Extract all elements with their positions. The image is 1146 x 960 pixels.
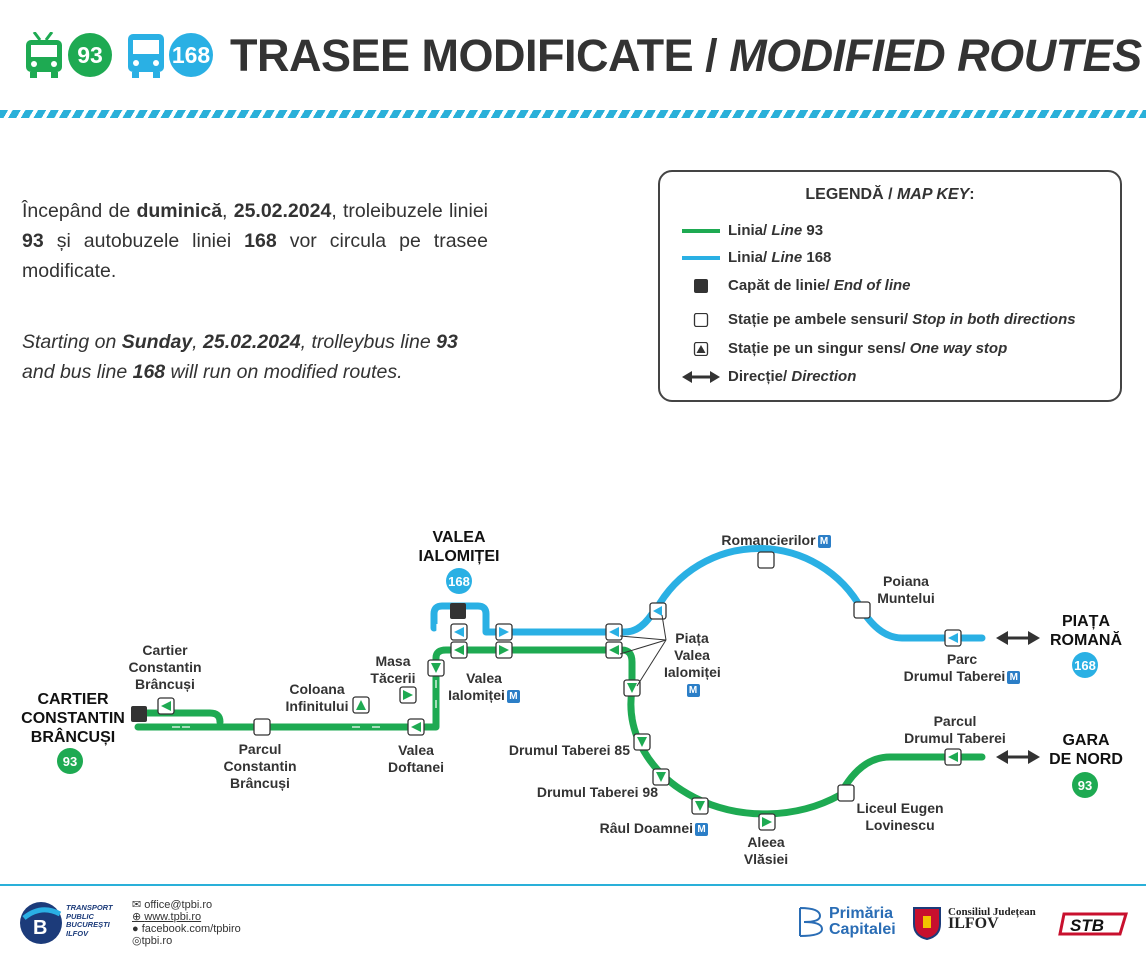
stop-parcul-cb (254, 719, 270, 735)
footer-email[interactable]: ✉ office@tpbi.ro (132, 899, 213, 911)
ilfov-crest-icon (912, 904, 942, 940)
globe-icon: ⊕ (132, 911, 145, 923)
intro-romanian: Începând de duminică, 25.02.2024, troleibuzele liniei 93 și autobuzele liniei 168 vor circula pe trasee modificate. (22, 200, 488, 282)
label-valea-ialomitei: Valea Ialomiței M (436, 670, 532, 704)
stop-pvi-circle (650, 603, 666, 619)
facebook-icon: ● (132, 923, 142, 935)
stop-raul (692, 798, 708, 814)
line-93-badge: 93 (68, 33, 112, 77)
stop-liceul (838, 785, 854, 801)
label-aleea: Aleea Vlăsiei (743, 834, 789, 867)
footer-divider (0, 884, 1146, 886)
terminus-label-gara-de-nord: GARA DE NORD (1049, 732, 1123, 768)
line-168-badge: 168 (169, 33, 213, 77)
stop-parc-dt (945, 630, 961, 646)
mail-icon: ✉ (132, 899, 145, 911)
map-legend: LEGENDĂ / MAP KEY: Linia/ Line 93 Linia/ Line 168 Capăt de linie/ End of line Stație pe ambele sensuri/ Stop in both directions Stație pe un singur sens/ One way stop Direcție/ Direction (658, 170, 1122, 402)
label-dt85: Drumul Taberei 85 (508, 742, 630, 758)
badge-168-right: 168 (1072, 652, 1098, 678)
stop-aleea (759, 814, 775, 830)
tpbi-text: TRANSPORT PUBLIC BUCUREȘTI ILFOV (66, 903, 113, 938)
badge-168-top: 168 (446, 568, 472, 594)
label-raul-doamnei: Râul Doamnei M (582, 820, 708, 837)
terminus-label-piata-romana: PIAȚA ROMANĂ (1050, 613, 1122, 649)
label-valea-doftanei: Valea Doftanei (388, 742, 444, 775)
label-masa: Masa Tăcerii (370, 653, 416, 686)
stop-cartier (158, 698, 174, 714)
stop-vi-a (451, 624, 467, 640)
consiliul-judetean-ilfov-logo: Consiliul Județean ILFOV (948, 906, 1036, 932)
stop-vi-d (496, 642, 512, 658)
stop-romancierilor (758, 552, 774, 568)
primaria-logo-icon (796, 906, 824, 938)
direction-arrow-piata-romana (996, 631, 1040, 645)
stop-pvi-93 (606, 642, 622, 658)
tpbi-logo (18, 900, 64, 946)
stb-logo (1058, 910, 1128, 938)
legend-title: LEGENDĂ / MAP KEY: (805, 186, 975, 203)
label-cartier-cb: Cartier Constantin Brâncuși (128, 642, 202, 692)
label-liceul: Liceul Eugen Lovinescu (856, 800, 944, 833)
terminus-label-cartier: CARTIER CONSTANTIN BRÂNCUȘI (21, 691, 125, 746)
stop-valea-doftanei (408, 719, 424, 735)
stb-text: STB (1070, 916, 1104, 935)
intro-english: Starting on Sunday, 25.02.2024, trolleybus line 93 and bus line 168 will run on modified routes. (22, 331, 458, 383)
primaria-capitalei-logo: Primăria Capitalei (829, 905, 896, 938)
label-parc-dt: Parc Drumul Taberei M (892, 651, 1032, 685)
svg-text:B: B (33, 917, 48, 939)
label-dt98: Drumul Taberei 98 (536, 784, 658, 800)
footer-web[interactable]: ⊕ www.tpbi.ro (132, 911, 202, 923)
label-parcul-cb: Parcul Constantin Brâncuși (223, 741, 297, 791)
label-coloana: Coloana Infinitului (285, 681, 349, 714)
stop-dt85 (634, 734, 650, 750)
stop-masa (400, 687, 416, 703)
terminus-label-valea-ialomitei: VALEA IALOMIȚEI (418, 529, 500, 565)
label-parcul-dt: Parcul Drumul Taberei (904, 713, 1006, 746)
label-poiana: Poiana Muntelui (877, 573, 935, 606)
stop-parcul-dt (945, 749, 961, 765)
stop-pvi-168 (606, 624, 622, 640)
metro-icon: M (818, 535, 831, 548)
footer-facebook[interactable]: ● facebook.com/tpbiro (132, 923, 241, 935)
badge-93-left: 93 (57, 748, 83, 774)
metro-icon: M (695, 823, 708, 836)
label-romancierilor: Romancierilor M (706, 532, 846, 549)
metro-icon: M (687, 684, 700, 697)
stop-pvi-down (624, 680, 640, 696)
page-title: TRASEE MODIFICATE / MODIFIED ROUTES (230, 30, 1142, 81)
label-piata-valea-ialomitei: Piața Valea Ialomiței M (664, 630, 721, 696)
stop-vi-c (496, 624, 512, 640)
footer-instagram[interactable]: ◎tpbi.ro (132, 935, 173, 947)
badge-93-right: 93 (1072, 772, 1098, 798)
stop-dt98 (653, 769, 669, 785)
stop-vi-b (451, 642, 467, 658)
metro-icon: M (1007, 671, 1020, 684)
metro-icon: M (507, 690, 520, 703)
direction-arrow-gara-de-nord (996, 750, 1040, 764)
terminus-valea-ialomitei (450, 603, 466, 619)
instagram-icon: ◎ (132, 935, 142, 947)
